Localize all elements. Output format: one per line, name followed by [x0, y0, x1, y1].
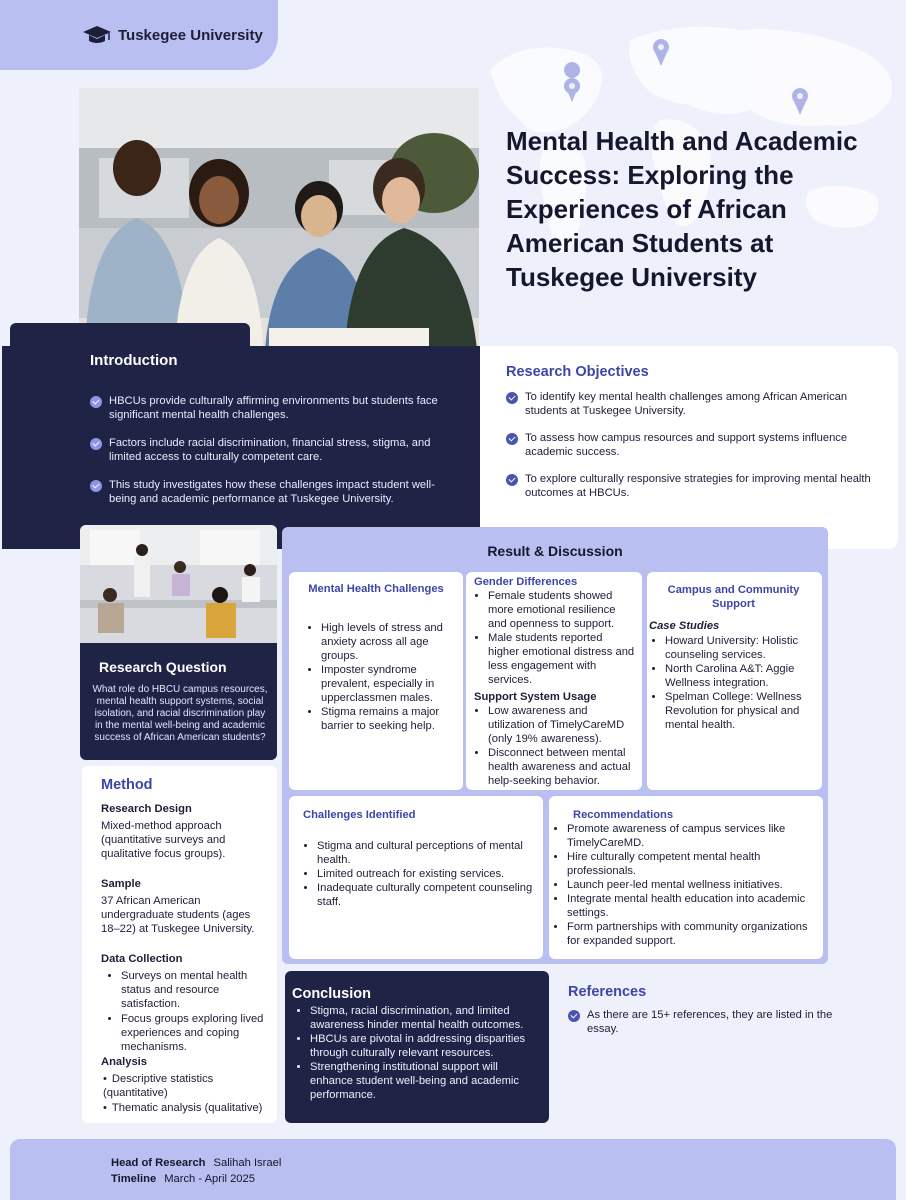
timeline [111, 1171, 896, 1187]
list-item: • Hire culturally competent mental health professionals. [567, 850, 817, 878]
list-item: • Launch peer-led mental wellness initiatives. [567, 878, 817, 892]
check-circle-icon [506, 392, 518, 404]
check-circle-icon [90, 438, 102, 450]
list-item: • Integrate mental health education into academic settings. [567, 892, 817, 920]
check-circle-icon [568, 1010, 580, 1022]
collection-list [101, 969, 271, 1054]
list-item: • Disconnect between mental health awareness and actual help-seeking behavior. [488, 746, 636, 788]
list-item [568, 1008, 838, 1036]
lead-label: Head of Research [111, 1157, 206, 1169]
list-item: • Stigma remains a major barrier to seeking help. [321, 705, 455, 733]
references-text: As there are 15+ references, they are listed in the essay. [587, 1009, 833, 1035]
item-text: To identify key mental health challenges among African American students at Tuskegee University. [525, 391, 848, 417]
list-item: • North Carolina A&T: Aggie Wellness integration. [665, 662, 818, 690]
research-question-card [80, 525, 277, 760]
footer [10, 1139, 896, 1200]
list-item: • Spelman College: Wellness Revolution for physical and mental health. [665, 690, 818, 732]
classroom-photo [80, 525, 277, 643]
gender-differences-card [466, 572, 642, 790]
list-item: • Inadequate culturally competent counseling staff. [317, 881, 533, 909]
method-heading: Method [101, 777, 153, 793]
list-item: • High levels of stress and anxiety across all age groups. [321, 621, 455, 663]
list-item: • Thematic analysis (qualitative) [103, 1101, 271, 1115]
introduction-list [90, 394, 460, 520]
lead-value: Salihah Israel [213, 1157, 282, 1169]
card-heading: Challenges Identified [303, 809, 416, 821]
list-item [90, 394, 460, 422]
list-item [506, 472, 874, 500]
item-text: HBCUs provide culturally affirming environments but students face significant mental health challenges. [109, 395, 438, 421]
item-text: To explore culturally responsive strategies for improving mental health outcomes at HBCUs. [525, 473, 871, 499]
research-question-text: What role do HBCU campus resources, mental health support systems, social isolation, and racial discrimination play in the mental well-being and academic success of African American students? [92, 684, 268, 743]
list-item: • Limited outreach for existing services. [317, 867, 533, 881]
list-item: • Howard University: Holistic counseling services. [665, 634, 818, 662]
card-heading: Mental Health Challenges [308, 583, 444, 595]
check-circle-icon [506, 433, 518, 445]
card-heading: Recommendations [573, 809, 674, 821]
case-studies-heading: Case Studies [649, 620, 720, 632]
list-item: • Surveys on mental health status and resource satisfaction. [121, 969, 271, 1011]
list-item: • Stigma and cultural perceptions of mental health. [317, 839, 533, 867]
list-item: • Imposter syndrome prevalent, especially in upperclassmen males. [321, 663, 455, 705]
list-item [90, 436, 460, 464]
item-text: This study investigates how these challenges impact student well-being and academic performance at Tuskegee University. [109, 479, 435, 505]
check-circle-icon [90, 480, 102, 492]
conclusion-panel [285, 971, 549, 1123]
card-heading: Campus and Community Support [667, 584, 800, 610]
item-text: Factors include racial discrimination, financial stress, stigma, and limited access to culturally competent care. [109, 437, 431, 463]
challenges-card [289, 796, 543, 959]
list-item: • Low awareness and utilization of TimelyCareMD (only 19% awareness). [488, 704, 636, 746]
timeline-value: March - April 2025 [164, 1173, 255, 1185]
list-item [506, 431, 874, 459]
campus-support-card [647, 572, 822, 790]
brand-header [0, 0, 278, 70]
list-item: • Descriptive statistics (quantitative) [103, 1072, 271, 1100]
method-panel [82, 766, 277, 1123]
objectives-heading: Research Objectives [506, 364, 649, 380]
list-item: • Male students reported higher emotional distress and less engagement with services. [488, 631, 636, 687]
references-heading: References [568, 984, 647, 1000]
list-item: • Female students showed more emotional resilience and openness to support. [488, 589, 636, 631]
support-heading: Support System Usage [474, 691, 597, 703]
sample-heading: Sample [101, 878, 141, 890]
item-text: To assess how campus resources and support systems influence academic success. [525, 432, 848, 458]
institution-name: Tuskegee University [118, 26, 263, 44]
references-panel [568, 985, 838, 1036]
list-item: • Promote awareness of campus services like TimelyCareMD. [567, 822, 817, 850]
design-text: Mixed-method approach (quantitative surveys and qualitative focus groups). [101, 820, 226, 860]
check-circle-icon [90, 396, 102, 408]
poster-title: Mental Health and Academic Success: Exploring the Experiences of African American Students at Tuskegee University [506, 126, 858, 292]
design-heading: Research Design [101, 803, 192, 815]
head-of-research [111, 1155, 896, 1171]
introduction-heading: Introduction [90, 352, 178, 369]
list-item: • HBCUs are pivotal in addressing disparities through culturally relevant resources. [310, 1032, 537, 1060]
list-item [506, 390, 874, 418]
check-circle-icon [506, 474, 518, 486]
collection-heading: Data Collection [101, 953, 183, 965]
list-item [90, 478, 460, 506]
analysis-heading: Analysis [101, 1056, 148, 1068]
graduation-cap-icon [82, 24, 112, 46]
card-heading: Gender Differences [474, 576, 578, 588]
recommendations-card [549, 796, 823, 959]
results-heading: Result & Discussion [487, 543, 623, 559]
mental-health-card [289, 572, 463, 790]
conclusion-heading: Conclusion [292, 986, 371, 1002]
sample-text: 37 African American undergraduate students (ages 18–22) at Tuskegee University. [101, 895, 255, 935]
timeline-label: Timeline [111, 1173, 157, 1185]
list-item: • Stigma, racial discrimination, and limited awareness hinder mental health outcomes. [310, 1004, 537, 1032]
research-objectives-panel [480, 346, 898, 549]
list-item: • Form partnerships with community organizations for expanded support. [567, 920, 817, 948]
analysis-list [101, 1072, 271, 1115]
list-item: • Strengthening institutional support will enhance student well-being and academic performance. [310, 1060, 537, 1102]
list-item: • Focus groups exploring lived experiences and coping mechanisms. [121, 1012, 271, 1054]
research-question-heading: Research Question [99, 659, 227, 675]
